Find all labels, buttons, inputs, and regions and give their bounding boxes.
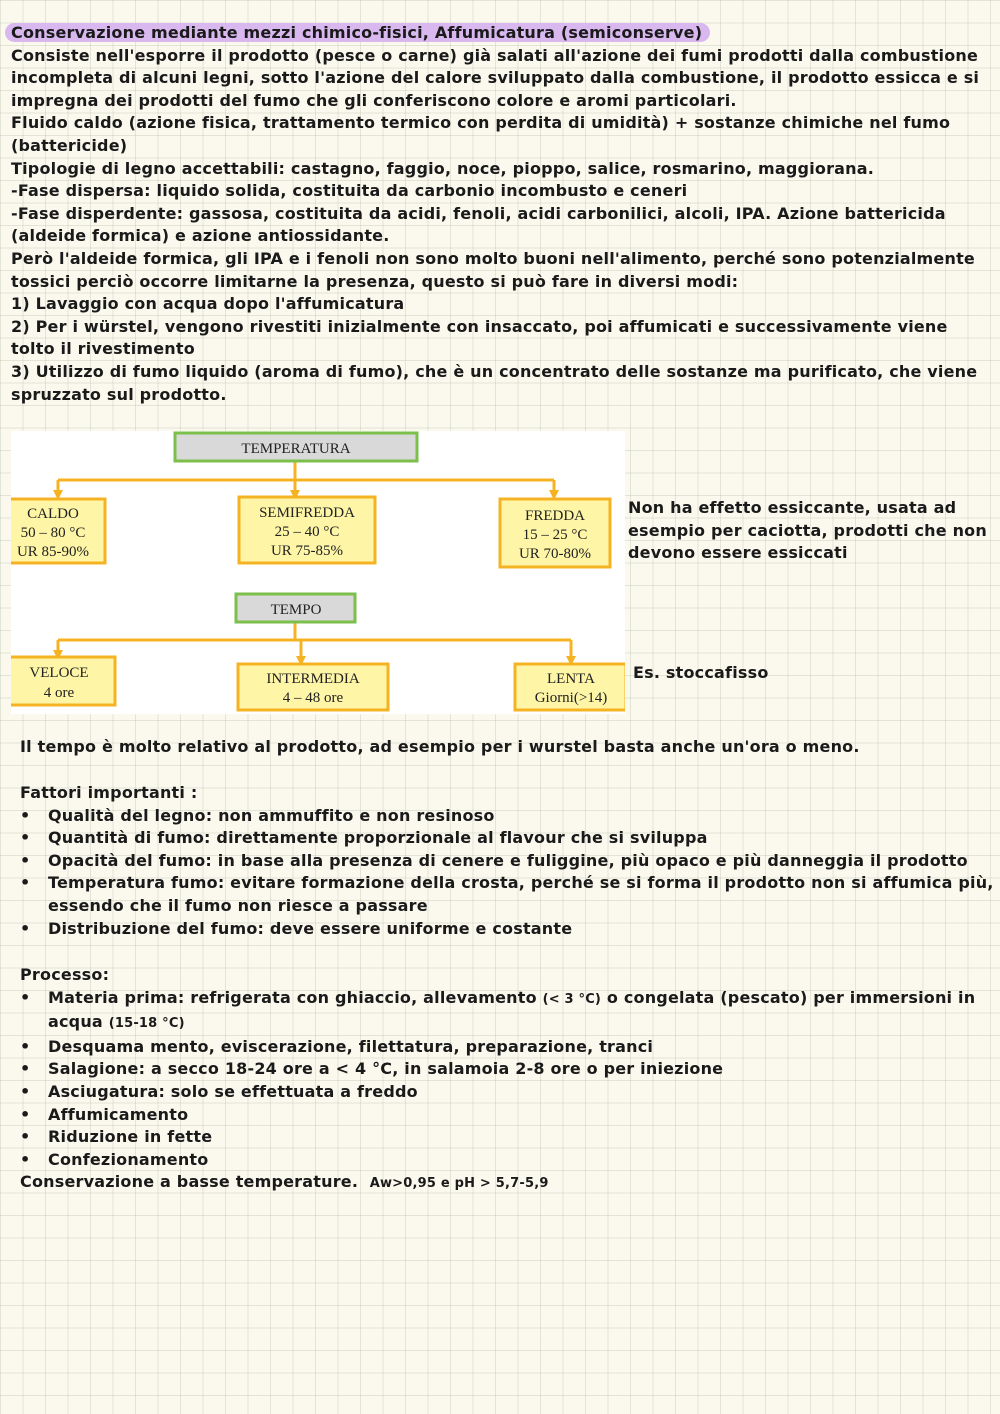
intro-paragraph: Tipologie di legno accettabili: castagno, faggio, noce, pioppo, salice, rosmarino, maggiorana. — [11, 158, 875, 178]
caldo-range: 50 – 80 °C — [20, 525, 86, 541]
fattori-heading: Fattori importanti : — [20, 783, 198, 802]
conservazione-text: Conservazione a basse temperature. — [20, 1172, 359, 1192]
tempo-box — [236, 594, 355, 622]
immersione-temp: (15-18 °C) — [108, 1016, 185, 1032]
fredda-note: Non ha effetto essiccante, usata ad esempio per caciotta, prodotti che non devono essere essiccati — [628, 498, 987, 563]
caldo-box — [11, 499, 105, 563]
list-item: • Riduzione in fette — [20, 1126, 995, 1149]
time-connectors — [58, 622, 571, 661]
list-item: • Asciugatura: solo se effettuata a freddo — [20, 1081, 995, 1104]
list-item: • Desquama mento, eviscerazione, filettatura, preparazione, tranci — [20, 1036, 995, 1059]
lenta-time: Giorni(>14) — [534, 690, 608, 706]
fredda-range: 15 – 25 °C — [522, 527, 588, 543]
congelata-text: o congelata (pescato) per immersioni in acqua — [48, 987, 976, 1032]
caldo-ur: UR 85-90% — [16, 544, 90, 560]
processo-section — [20, 964, 995, 1196]
temperatura-box — [175, 433, 417, 461]
intro-paragraph: Fluido caldo (azione fisica, trattamento termico con perdita di umidità) + sostanze chimiche nel fumo (battericide) — [11, 113, 951, 155]
caldo-label: CALDO — [27, 506, 79, 522]
fredda-box — [500, 499, 610, 567]
lenta-label: LENTA — [547, 671, 595, 687]
fredda-label: FREDDA — [524, 508, 586, 524]
intro-paragraph: -Fase dispersa: liquido solida, costituita da carbonio incombusto e ceneri — [11, 181, 688, 201]
list-item: • Opacità del fumo: in base alla presenza di cenere e fuliggine, più opaco e più danneggia il prodotto — [20, 850, 995, 873]
materia-prima-text: Materia prima: refrigerata con ghiaccio, allevamento — [48, 987, 537, 1007]
fattori-section — [20, 782, 995, 940]
list-item: • Affumicamento — [20, 1104, 995, 1127]
smoking-diagram — [11, 431, 625, 714]
intermedia-time: 4 – 48 ore — [282, 690, 344, 706]
allevamento-temp: (< 3 °C) — [542, 991, 602, 1007]
veloce-box — [11, 657, 115, 705]
temperatura-label: TEMPERATURA — [241, 441, 351, 457]
temperature-connectors — [58, 461, 554, 495]
list-item: • Salagione: a secco 18-24 ore a < 4 °C, in salamoia 2-8 ore o per iniezione — [20, 1058, 995, 1081]
semifredda-box — [239, 497, 375, 563]
veloce-label: VELOCE — [29, 665, 89, 681]
semifredda-ur: UR 75-85% — [270, 543, 344, 559]
fattori-list — [20, 805, 995, 941]
intro-paragraph: 2) Per i würstel, vengono rivestiti inizialmente con insaccato, poi affumicati e successivamente viene tolto il rivestimento — [11, 316, 948, 359]
intro-paragraph: 3) Utilizzo di fumo liquido (aroma di fumo), che è un concentrato delle sostanze ma purificato, che viene spruzzato sul prodotto. — [11, 361, 978, 404]
intermedia-box — [238, 664, 388, 710]
tempo-paragraph: Il tempo è molto relativo al prodotto, ad esempio per i wurstel basta anche un'ora o meno. — [20, 737, 860, 756]
semifredda-label: SEMIFREDDA — [259, 505, 355, 521]
list-item — [20, 987, 995, 1036]
processo-list — [20, 987, 995, 1172]
list-item: • Temperatura fumo: evitare formazione della crosta, perché se si forma il prodotto non si affumica più, essendo che il fumo non riesce a passare — [20, 872, 995, 917]
aw-ph-values: Aw>0,95 e pH > 5,7-5,9 — [369, 1176, 549, 1192]
list-item: • Distribuzione del fumo: deve essere uniforme e costante — [20, 918, 995, 941]
fredda-ur: UR 70-80% — [518, 546, 592, 562]
veloce-time: 4 ore — [43, 685, 75, 701]
intro-paragraph: Consiste nell'esporre il prodotto (pesce o carne) già salati all'azione dei fumi prodotti dalla combustione incompleta di alcuni legni, sotto l'azione del calore sviluppato dalla combustione, il prodotto essicca e si impregna dei prodotti del fumo che gli conferiscono colore e aromi particolari. — [11, 45, 980, 110]
intro-paragraph: 1) Lavaggio con acqua dopo l'affumicatura — [11, 294, 405, 314]
intermedia-label: INTERMEDIA — [266, 671, 360, 687]
title-highlight: Conservazione mediante mezzi chimico-fisici, Affumicatura (semiconserve) — [5, 23, 710, 42]
intro-section — [11, 22, 996, 406]
conservazione-line — [20, 1171, 995, 1196]
tempo-label: TEMPO — [270, 602, 322, 618]
diagram-svg — [11, 431, 625, 714]
intro-paragraph: -Fase disperdente: gassosa, costituita da acidi, fenoli, acidi carbonilici, alcoli, IPA. Azione battericida (aldeide formica) e azione antiossidante. — [11, 203, 946, 246]
semifredda-range: 25 – 40 °C — [274, 524, 340, 540]
intro-paragraph: Però l'aldeide formica, gli IPA e i fenoli non sono molto buoni nell'alimento, perché sono potenzialmente tossici perciò occorre limitarne la presenza, questo si può fare in diversi modi: — [11, 248, 975, 291]
section-title — [11, 22, 996, 45]
list-item: • Qualità del legno: non ammuffito e non resinoso — [20, 805, 995, 828]
list-item: • Quantità di fumo: direttamente proporzionale al flavour che si sviluppa — [20, 827, 995, 850]
processo-heading: Processo: — [20, 965, 110, 984]
list-item: • Confezionamento — [20, 1149, 995, 1172]
lenta-box — [515, 664, 625, 710]
lenta-note: Es. stoccafisso — [633, 663, 769, 682]
